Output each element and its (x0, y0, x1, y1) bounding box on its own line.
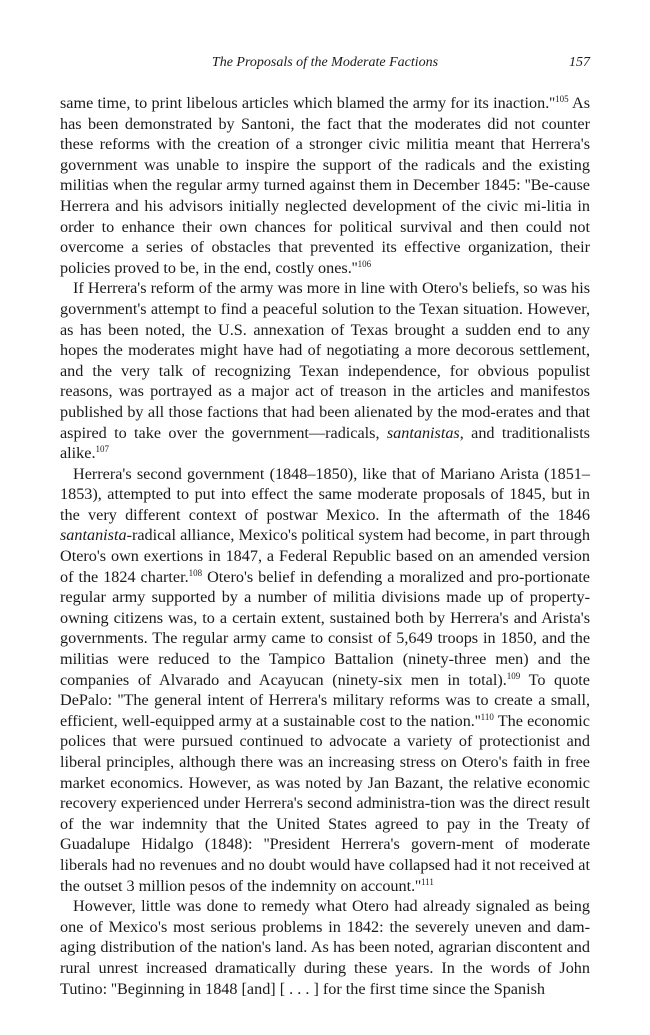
running-title: The Proposals of the Moderate Factions (211, 55, 439, 70)
text-run: If Herrera's reform of the army was more in line with Otero's beliefs, so was his government's attempt to find a peaceful solution to the Texan situation. However, as has been noted, the U.S. annexation of Texas brought a sudden end to any hopes the moderates might have had of negotiating a more decorous settlement, and the very talk of recognizing Texan independence, for obvious populist reasons, was portrayed as a major act of treason in the articles and manifestos published by all those factions that had been alienated by the mod-erates and that aspired to take over the government—radicals, (60, 279, 590, 442)
page-number: 157 (569, 55, 590, 70)
paragraph (60, 93, 590, 278)
text-run: As has been demonstrated by Santoni, the fact that the moderates did not counter these reforms with the creation of a stronger civic militia meant that Herrera's government was unable to inspire the support of the radicals and the existing militias when the regular army turned against them in December 1845: ''Be-cause Herrera and his advisors initially neglected development of the civic mi-litia in order to enhance their own chances for political survival and then could not overcome a series of obstacles that prevented its effective organization, their policies proved to be, in the end, costly ones.'' (60, 94, 590, 277)
paragraph (60, 896, 590, 999)
running-head (60, 54, 590, 76)
italic-term: santanistas (386, 423, 460, 442)
footnote-ref: 109 (506, 670, 521, 681)
footnote-ref: 110 (480, 711, 494, 722)
footnote-ref: 111 (421, 876, 434, 887)
body-text (60, 93, 590, 999)
footnote-ref: 105 (555, 94, 569, 104)
book-page (60, 54, 590, 999)
text-run: The economic polices that were pursued continued to advocate a variety of protectionist and liberal principles, although there was an increasing stress on Otero's faith in free market economics. However, as was noted by Jan Bazant, the relative economic recovery experienced under Herrera's second administra-tion was the direct result of the war indemnity that the United States agreed to pay in the Treaty of Guadalupe Hidalgo (1848): ''President Herrera's govern-ment of moderate liberals had no revenues and no doubt would have collapsed had it not received at the outset 3 million pesos of the indemnity on account.'' (60, 711, 590, 895)
paragraph (60, 278, 590, 463)
footnote-ref: 106 (357, 258, 372, 269)
text-run: However, little was done to remedy what Otero had already signaled as being one of Mexico's most serious problems in 1842: the severely uneven and dam-aging distribution of the nation's land. As has been noted, agrarian discontent and rural unrest increased dramatically during these years. In the words of John Tutino: ''Beginning in 1848 [and] [ . . . ] for the first time since the Spanish (60, 897, 590, 998)
footnote-ref: 107 (95, 444, 110, 455)
text-run: To quote DePalo: ''The general intent of Herrera's military reforms was to create a small, efficient, well-equipped army at a sustainable cost to the nation.'' (60, 670, 590, 730)
footnote-ref: 108 (188, 567, 203, 578)
paragraph (60, 464, 590, 896)
italic-term: santanista (60, 526, 127, 545)
text-run: Otero's belief in defending a moralized and pro-portionate regular army supported by a number of militia divisions made up of property-owning citizens was, to a certain extent, sustained both by Herrera's and Arista's governments. The regular army came to consist of 5,649 troops in 1850, and the militias were reduced to the Tampico Battalion (ninety-three men) and the companies of Alvarado and Acayucan (ninety-six men in total). (60, 567, 590, 689)
text-run: , and traditionalists alike. (60, 423, 590, 463)
text-run: Herrera's second government (1848–1850), like that of Mariano Arista (1851–1853), attempted to put into effect the same moderate proposals of 1845, but in the very different context of postwar Mexico. In the aftermath of the 1846 (60, 464, 590, 524)
text-run: same time, to print libelous articles which blamed the army for its inaction.'' (60, 94, 556, 112)
text-run: -radical alliance, Mexico's political system had become, in part through Otero's own exertions in 1847, a Federal Republic based on an amended version of the 1824 charter. (60, 526, 590, 586)
